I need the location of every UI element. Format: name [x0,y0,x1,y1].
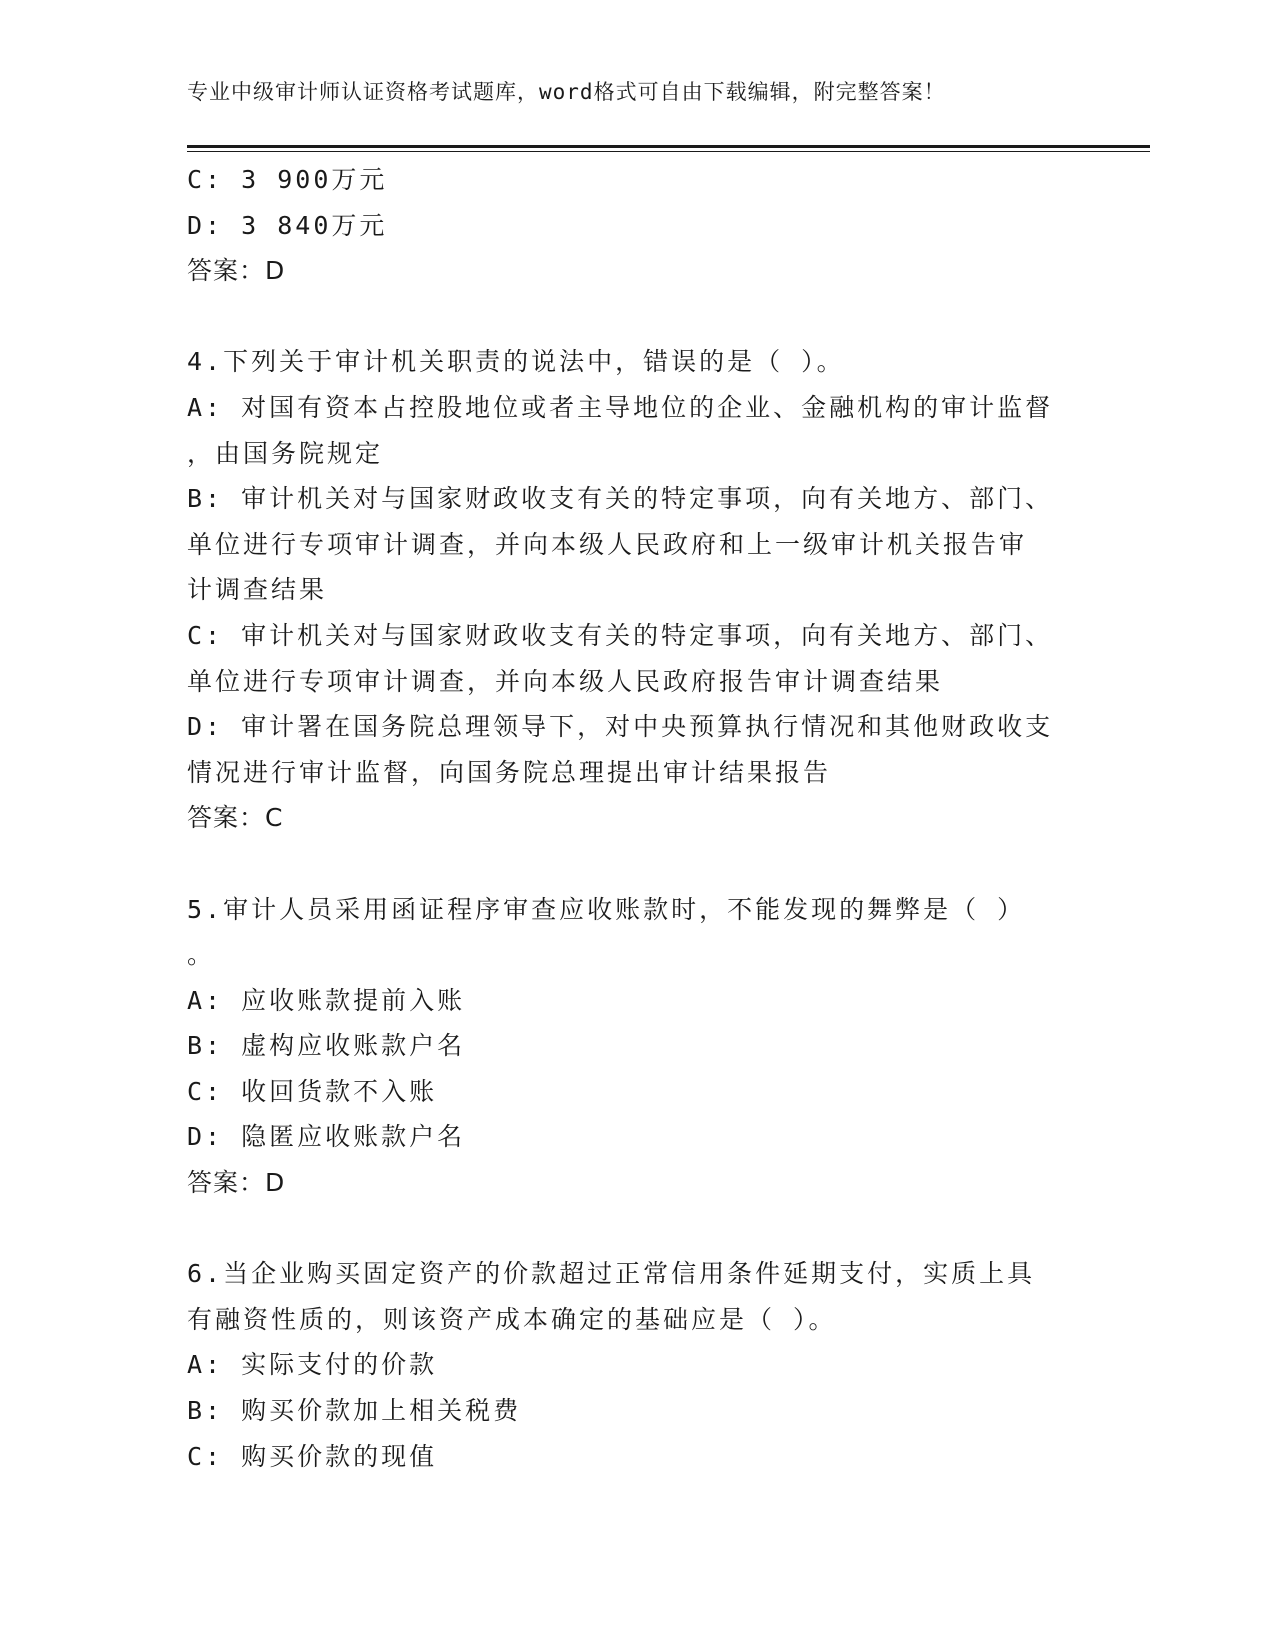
q5-option-d: D: 隐匿应收账款户名 [187,1122,466,1152]
q6-stem: 6.当企业购买固定资产的价款超过正常信用条件延期支付，实质上具 [187,1259,1036,1289]
document-header: 专业中级审计师认证资格考试题库，word格式可自由下载编辑，附完整答案！ [187,80,946,104]
q4-option-c-cont: 单位进行专项审计调查，并向本级人民政府报告审计调查结果 [187,666,944,696]
q4-option-b: B: 审计机关对与国家财政收支有关的特定事项，向有关地方、部门、 [187,484,1054,514]
q5-option-c: C: 收回货款不入账 [187,1076,438,1106]
q4-stem: 4.下列关于审计机关职责的说法中，错误的是（ ）。 [187,347,845,377]
q4-option-a: A: 对国有资本占控股地位或者主导地位的企业、金融机构的审计监督 [187,392,1054,422]
q3-answer: 答案：D [187,256,286,286]
header-rule-thick [187,145,1150,148]
q6-option-c: C: 购买价款的现值 [187,1441,438,1471]
q4-option-b-cont: 单位进行专项审计调查，并向本级人民政府和上一级审计机关报告审 [187,529,1028,559]
q5-stem-cont: 。 [187,940,216,970]
header-rule-thin [187,151,1150,152]
q6-option-b: B: 购买价款加上相关税费 [187,1396,522,1426]
q4-option-d-cont: 情况进行审计监督，向国务院总理提出审计结果报告 [187,757,832,787]
q6-stem-cont: 有融资性质的，则该资产成本确定的基础应是（ ）。 [187,1304,837,1334]
q4-option-b-cont2: 计调查结果 [187,575,328,605]
spacer [187,1206,1087,1252]
q4-answer: 答案：C [187,803,284,833]
q4-option-c: C: 审计机关对与国家财政收支有关的特定事项，向有关地方、部门、 [187,620,1054,650]
q6-option-a: A: 实际支付的价款 [187,1350,438,1380]
q5-answer: 答案：D [187,1168,286,1198]
q5-stem: 5.审计人员采用函证程序审查应收账款时，不能发现的舞弊是（ ） [187,894,1026,924]
q5-option-a: A: 应收账款提前入账 [187,985,466,1015]
question-content [187,157,1087,1479]
q4-option-d: D: 审计署在国务院总理领导下，对中央预算执行情况和其他财政收支 [187,712,1054,742]
q5-option-b: B: 虚构应收账款户名 [187,1031,466,1061]
spacer [187,294,1087,340]
spacer [187,841,1087,887]
q3-option-d: D: 3 840万元 [187,210,388,240]
q3-option-c: C: 3 900万元 [187,165,388,194]
q4-option-a-cont: ，由国务院规定 [187,438,384,468]
